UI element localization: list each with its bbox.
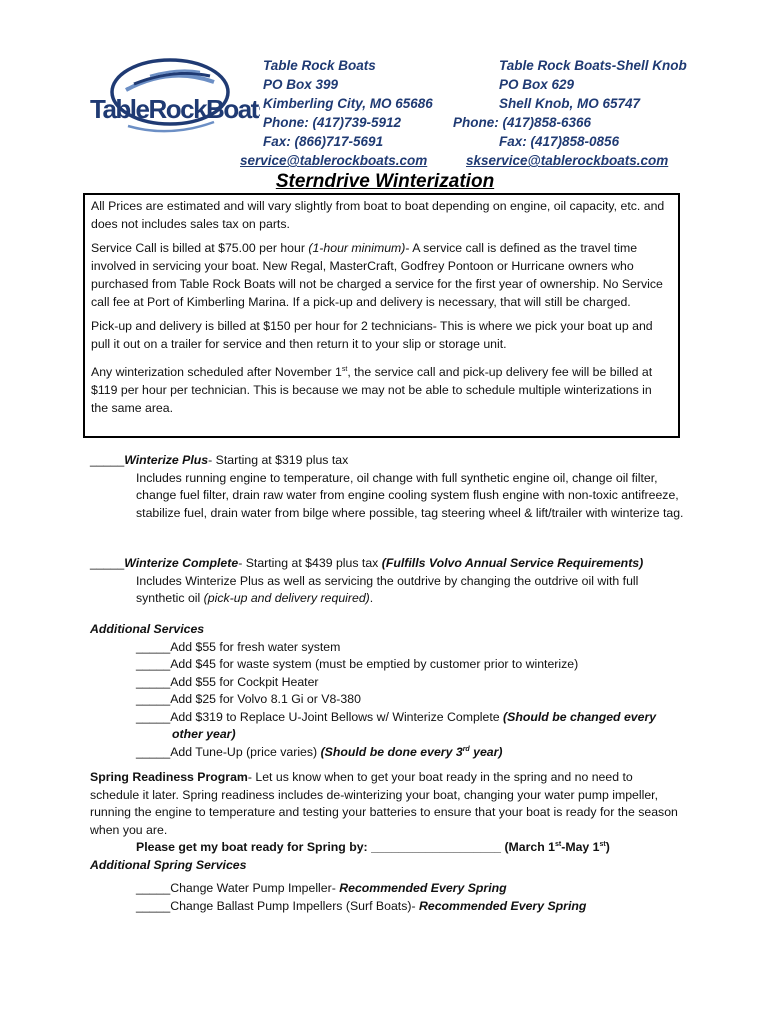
winterize-complete-blank[interactable]: _____ <box>90 556 125 570</box>
winterize-plus-blank[interactable]: _____ <box>90 453 125 467</box>
header-left-address <box>263 56 433 151</box>
list-item-water-pump[interactable]: _____Change Water Pump Impeller- Recommended Every Spring <box>136 881 507 895</box>
winterize-complete-description: Includes Winterize Plus as well as servicing the outdrive by changing the outdrive oil with full synthetic oil (pick-up and delivery required). <box>136 573 639 605</box>
list-item[interactable]: _____Add $55 for Cockpit Heater <box>136 674 319 689</box>
spring-services-list <box>90 880 690 915</box>
additional-services-heading: Additional Services <box>90 622 205 636</box>
notice-late-winterization: Any winterization scheduled after November 1st, the service call and pick-up delivery fee will be billed at $119 per hour per technician. This is because we may not be able to schedule multiple winterizations in the same area. <box>91 365 653 415</box>
bellows-note-continued: other year) <box>172 727 236 741</box>
left-email-link[interactable]: service@tablerockboats.com <box>240 153 428 168</box>
spring-description: Spring Readiness Program- Let us know when to get your boat ready in the spring and no need to schedule it later. Spring readiness includes de-winterizing your boat, changing your water pump impeller, running the engine to temperature and testing your batteries to ensure that your boat is ready for the season when you are. <box>90 770 678 837</box>
logo-text: TableRockBoats <box>90 94 260 124</box>
right-city: Shell Knob, MO 65747 <box>499 96 641 111</box>
list-item[interactable]: _____Add $45 for waste system (must be emptied by customer prior to winterize) <box>136 657 579 671</box>
notice-service-call: Service Call is billed at $75.00 per hour (1-hour minimum)- A service call is defined as the travel time involved in servicing your boat. New Regal, MasterCraft, Godfrey Pontoon or Hurricane owners who purchased from Table Rock Boats will not be charged a service for the first year of ownership. No Service call fee at Port of Kimberling Marina. If a pick-up and delivery is necessary, that will still be charged. <box>91 241 663 309</box>
right-phone: Phone: (417)858-6366 <box>453 115 592 130</box>
spring-readiness-program <box>90 769 685 874</box>
winterize-complete-name: Winterize Complete <box>124 556 239 570</box>
list-item-bellows[interactable]: _____Add $319 to Replace U-Joint Bellows w/ Winterize Complete (Should be changed every <box>136 709 657 724</box>
right-company-name: Table Rock Boats-Shell Knob <box>499 58 687 73</box>
pricing-notice-box <box>83 193 680 438</box>
header-right-address <box>499 56 687 113</box>
list-item[interactable]: _____Add $55 for fresh water system <box>136 639 341 654</box>
right-fax: Fax: (417)858-0856 <box>499 134 620 149</box>
winterize-complete-option: _____Winterize Complete- Starting at $439 plus tax (Fulfills Volvo Annual Service Requirements) Includes Winterize Plus as well as servicing the outdrive by changing the outdrive oil with full synthetic oil (pick-up and delivery required). <box>90 555 690 608</box>
right-email-link[interactable]: skservice@tablerockboats.com <box>466 153 669 168</box>
list-item[interactable]: _____Add $25 for Volvo 8.1 Gi or V8-380 <box>136 692 361 706</box>
winterize-plus-name: Winterize Plus <box>124 453 209 467</box>
left-phone: Phone: (417)739-5912 <box>263 115 402 130</box>
winterize-plus-description: Includes running engine to temperature, oil change with full synthetic engine oil, change oil filter, change fuel filter, drain raw water from engine cooling system flush engine with non-toxic antifreeze, stabilize fuel, drain water from bilge where possible, tag steering wheel & lift/trailer with winterize tag. <box>136 470 684 520</box>
winterize-plus-option: _____Winterize Plus- Starting at $319 plus tax Includes running engine to temperature, oil change with full synthetic engine oil, change oil filter, change fuel filter, drain raw water from engine cooling system flush engine with non-toxic antifreeze, stabilize fuel, drain water from bilge where possible, tag steering wheel & lift/trailer with winterize tag. <box>90 452 690 522</box>
list-item-ballast-pump[interactable]: _____Change Ballast Pump Impellers (Surf Boats)- Recommended Every Spring <box>136 898 587 913</box>
notice-estimate: All Prices are estimated and will vary slightly from boat to boat depending on engine, oil capacity, etc. and does not includes sales tax on parts. <box>91 199 665 231</box>
right-po-box: PO Box 629 <box>499 77 575 92</box>
company-logo <box>88 52 260 152</box>
notice-pickup: Pick-up and delivery is billed at $150 per hour for 2 technicians- This is where we pick your boat up and pull it out on a trailer for service and then return it to your slip or storage unit. <box>91 319 653 351</box>
page-title: Sterndrive Winterization <box>275 171 495 192</box>
spring-services-heading: Additional Spring Services <box>90 857 247 872</box>
left-fax: Fax: (866)717-5691 <box>263 134 384 149</box>
left-city: Kimberling City, MO 65686 <box>263 96 433 111</box>
left-company-name: Table Rock Boats <box>263 58 376 73</box>
spring-ready-date-field[interactable]: Please get my boat ready for Spring by: ___________________ (March 1st-May 1st) <box>136 840 610 854</box>
additional-services <box>90 621 700 761</box>
boat-swoosh-icon <box>88 52 260 152</box>
list-item-tuneup[interactable]: _____Add Tune-Up (price varies) (Should be done every 3rd year) <box>136 744 503 759</box>
left-po-box: PO Box 399 <box>263 77 339 92</box>
